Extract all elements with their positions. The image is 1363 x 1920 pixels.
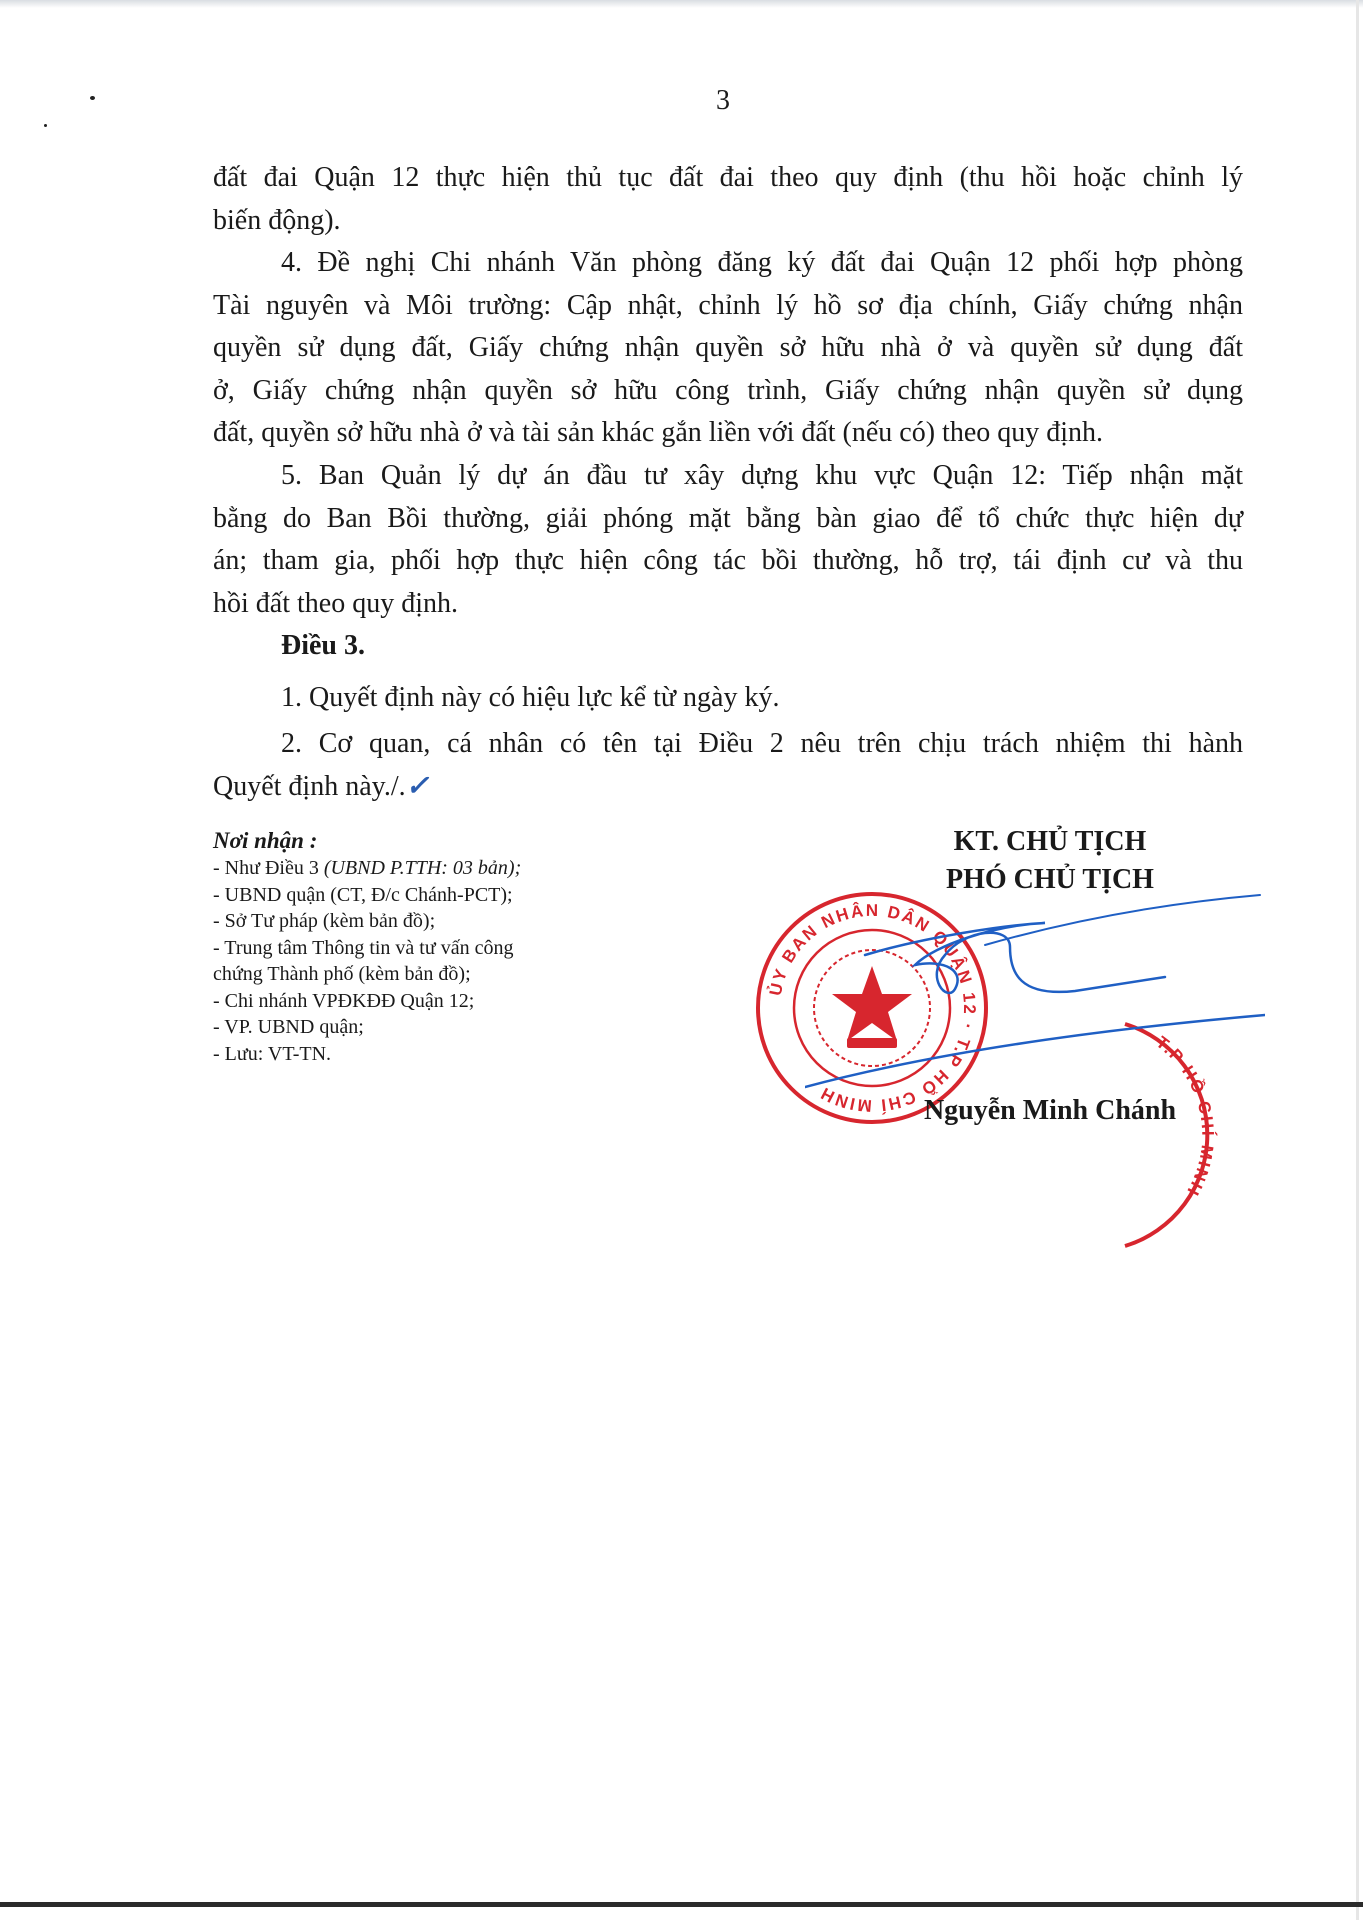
text-line	[213, 766, 1243, 809]
text-line: án; tham gia, phối hợp thực hiện công tác bồi thường, hỗ trợ, tái định cư và thu	[213, 545, 1243, 576]
article-3-clause-1	[213, 677, 1243, 720]
recipients-list	[213, 827, 633, 1067]
text-line: Tài nguyên và Môi trường: Cập nhật, chỉnh lý hồ sơ địa chính, Giấy chứng nhận	[213, 289, 1243, 321]
recipient-note: (UBND P.TTH: 03 bản);	[323, 857, 522, 879]
article-3-clause-2	[213, 723, 1243, 808]
recipients-title: Nơi nhận :	[213, 828, 318, 853]
seal-text-path: ỦY BAN NHÂN DÂN QUẬN 12 · T.P HỒ CHÍ MINH	[765, 900, 980, 1116]
signer-name: Nguyễn Minh Chánh	[923, 1095, 1177, 1126]
page-number: 3	[716, 85, 730, 116]
recipient-item: - Chi nhánh VPĐKĐĐ Quận 12;	[213, 989, 475, 1012]
initial-mark: ✓	[405, 770, 430, 802]
text-line: 5. Ban Quản lý dự án đầu tư xây dựng khu vực Quận 12: Tiếp nhận mặt	[281, 460, 1243, 491]
recipient-item: chứng Thành phố (kèm bản đồ);	[213, 963, 471, 985]
text-line: 4. Đề nghị Chi nhánh Văn phòng đăng ký đất đai Quận 12 phối hợp phòng	[281, 247, 1243, 278]
handwritten-signature	[805, 885, 1265, 1115]
signature-stroke	[805, 1015, 1265, 1087]
text-line-content: Quyết định này./.	[213, 770, 406, 802]
text-line: ở, Giấy chứng nhận quyền sở hữu công trình, Giấy chứng nhận quyền sử dụng	[213, 374, 1243, 406]
scan-bottom-edge	[0, 1902, 1363, 1907]
text-line: đất, quyền sở hữu nhà ở và tài sản khác gắn liền với đất (nếu có) theo quy định.	[213, 417, 1104, 448]
recipient-item: - VP. UBND quận;	[213, 1016, 364, 1038]
paragraph-continuation	[213, 157, 1243, 242]
signature-title-line1: KT. CHỦ TỊCH	[953, 826, 1147, 857]
recipient-item: - Sở Tư pháp (kèm bản đồ);	[213, 910, 436, 932]
text-line: đất đai Quận 12 thực hiện thủ tục đất đai theo quy định (thu hồi hoặc chỉnh lý	[213, 162, 1243, 193]
recipient-item: - Trung tâm Thông tin và tư vấn công	[213, 936, 514, 959]
recipient-item: - UBND quận (CT, Đ/c Chánh-PCT);	[213, 883, 513, 906]
paragraph-item-5	[213, 455, 1243, 625]
text-line: 2. Cơ quan, cá nhân có tên tại Điều 2 nêu trên chịu trách nhiệm thi hành	[281, 728, 1243, 759]
scan-speck	[90, 96, 95, 100]
text-line: bằng do Ban Bồi thường, giải phóng mặt bằng bàn giao để tổ chức thực hiện dự	[213, 502, 1243, 534]
recipient-item: - Lưu: VT-TN.	[213, 1042, 332, 1065]
scan-right-edge	[1356, 0, 1359, 1920]
heading-text: Điều 3.	[281, 630, 365, 661]
text-line: biến động).	[213, 204, 341, 236]
recipient-text: - Như Điều 3	[213, 857, 324, 879]
partial-seal-text-path: T.P HỒ CHÍ MINH	[1152, 1032, 1218, 1201]
signature-stroke	[985, 895, 1260, 945]
signature-stroke	[865, 923, 1165, 993]
article-3-heading	[213, 625, 1243, 668]
scan-top-shade	[0, 0, 1363, 8]
recipient-item	[213, 855, 633, 882]
text-line: hồi đất theo quy định.	[213, 587, 458, 619]
signature-title-line2: PHÓ CHỦ TỊCH	[946, 864, 1154, 895]
scan-speck	[44, 124, 47, 127]
text-line: 1. Quyết định này có hiệu lực kể từ ngày ký.	[281, 682, 780, 713]
text-line: quyền sử dụng đất, Giấy chứng nhận quyền sở hữu nhà ở và quyền sử dụng đất	[213, 332, 1243, 363]
paragraph-item-4	[213, 242, 1243, 455]
